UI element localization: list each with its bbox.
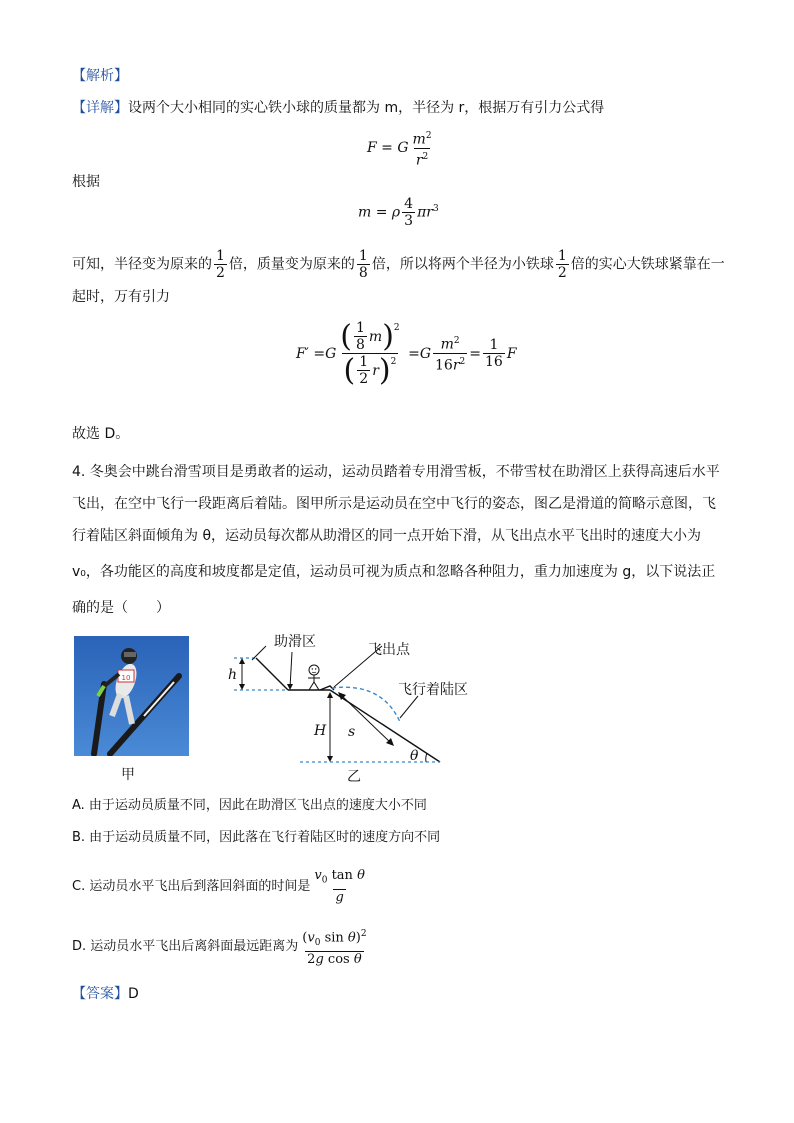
question-line-5: 确的是（ ）: [72, 600, 170, 616]
option-c: C. 运动员水平飞出后到落回斜面的时间是 $\frac{v_0 \tan \theta}{g}$: [72, 868, 365, 905]
label-run-zone: 助滑区: [274, 634, 316, 650]
ski-jumper-photo: [74, 636, 189, 756]
option-b: B. 由于运动员质量不同，因此落在飞行着陆区时的速度方向不同: [72, 830, 441, 845]
choose-text: 故选 D。: [72, 426, 130, 442]
label-theta: θ: [410, 748, 419, 764]
gravity-text: 起时，万有引力: [72, 289, 170, 305]
mass-formula: m = ρ $\frac{4}{3}$ $\pi r^3$: [358, 196, 439, 229]
answer-value: D: [128, 986, 139, 1002]
label-landing-zone: 飞行着陆区: [398, 682, 468, 698]
answer-tag: 【答案】: [72, 986, 128, 1002]
question-line-3: 行着陆区斜面倾角为 θ，运动员每次都从助滑区的同一点开始下滑，从飞出点水平飞出时的速度大小为: [72, 528, 702, 544]
new-gravity-formula: F ′ = G ( $\frac{1}{8}$ m ) $^2$ ( $\frac{1}{2}$ r ) $^2$ = G $\frac{m^2}{16r^2}$ = $\frac{1}{16}$ F: [296, 318, 517, 388]
slope-diagram: [222, 632, 492, 782]
detail-text: 设两个大小相同的实心铁小球的质量都为 m，半径为 r，根据万有引力公式得: [128, 100, 605, 116]
detail-tag: 【详解】: [72, 100, 128, 116]
option-d: D. 运动员水平飞出后离斜面最远距离为 $\frac{(v_0 \sin \theta)^2}{\text{2g cos θ}}$: [72, 929, 367, 967]
caption-yi: 乙: [347, 769, 361, 785]
caption-jia: 甲: [121, 767, 135, 783]
gravity-formula: F = G $\frac{m^2}{r^2}$: [367, 131, 432, 169]
bib-number: 10: [121, 674, 131, 682]
according-text: 根据: [72, 174, 100, 190]
detail-paragraph: [72, 98, 604, 118]
label-exit-point: 飞出点: [368, 642, 410, 658]
option-a: A. 由于运动员质量不同，因此在助滑区飞出点的速度大小不同: [72, 798, 427, 813]
question-line-4: v₀，各功能区的高度和坡度都是定值，运动员可视为质点和忽略各种阻力，重力加速度为 g，以下说法正: [72, 564, 716, 580]
ratio-paragraph: 可知，半径变为原来的 $\frac{1}{2}$ 倍，质量变为原来的 $\frac{1}{8}$ 倍，所以将两个半径为小铁球 $\frac{1}{2}$ 倍的实心大铁球紧靠在一: [72, 248, 725, 281]
label-h: h: [228, 667, 238, 683]
analysis-heading: 【解析】: [72, 68, 128, 84]
label-H: H: [314, 723, 327, 739]
answer-line: [72, 984, 139, 1004]
label-s: s: [348, 724, 356, 740]
question-line-2: 飞出，在空中飞行一段距离后着陆。图甲所示是运动员在空中飞行的姿态，图乙是滑道的简略示意图，飞: [72, 496, 716, 512]
question-line-1: 4. 冬奥会中跳台滑雪项目是勇敢者的运动，运动员踏着专用滑雪板，不带雪杖在助滑区上获得高速后水平: [72, 464, 720, 480]
